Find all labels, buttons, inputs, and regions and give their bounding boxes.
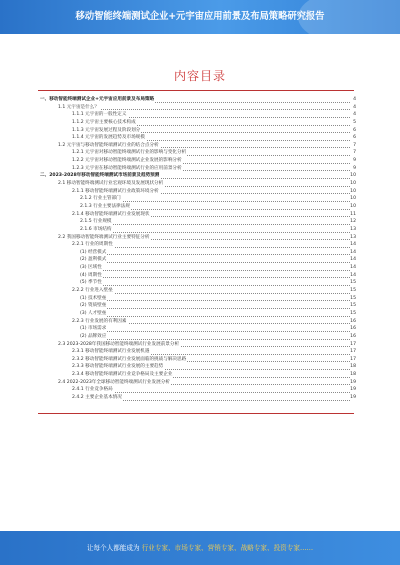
toc-entry-label: 2.4.2 主要企业基本情况 xyxy=(72,394,122,400)
toc-entry-label: 2.3.1 移动智能终端测试行业发展机遇 xyxy=(72,349,150,355)
toc-entry-label: 2.4 2022-2023年全球移动智能终端测试行业发展分析 xyxy=(58,379,170,385)
toc-entry-label: (1) 经营模式 xyxy=(80,249,107,255)
toc-entry-label: (5) 季节性 xyxy=(80,280,102,286)
toc-entry-label: 1.2 元宇宙与移动智能终端测试行业的结合点分析 xyxy=(58,142,159,148)
toc-entry-page: 9 xyxy=(350,157,356,165)
toc-entry[interactable] xyxy=(0,394,400,402)
toc-entry-page: 18 xyxy=(350,372,356,378)
toc-entry-label: (2) 品牌效应 xyxy=(80,333,107,339)
toc-entry-label: 1.1.2 元宇宙主要核心技术构成 xyxy=(72,119,136,125)
footer-prefix: 让每个人都能成为 xyxy=(86,544,140,552)
toc-entry-label: 2.1.2 行业主管部门 xyxy=(80,196,121,202)
toc-entry-label: 2.4.1 行业竞争格局 xyxy=(72,387,113,393)
toc-entry-page: 14 xyxy=(350,242,356,248)
toc-entry-page: 15 xyxy=(350,310,356,316)
toc-entry-page: 16 xyxy=(350,318,356,324)
toc-entry-label: 2.2.2 行业进入壁垒 xyxy=(72,288,113,294)
toc-entry-page: 14 xyxy=(350,265,356,271)
toc-entry-page: 7 xyxy=(350,142,356,150)
toc-entry-label: 1.2.2 元宇宙对移动智能终端测试企业发展的影响分析 xyxy=(72,158,182,164)
toc-entry-label: 1.2.1 元宇宙对移动智能终端测试行业的影响与变化分析 xyxy=(72,150,187,156)
toc-entry-page: 17 xyxy=(350,341,356,347)
toc-entry-label: 2.3.2 移动智能终端测试行业发展面临的挑战与解决思路 xyxy=(72,356,187,362)
toc-entry-label: (3) 区域性 xyxy=(80,265,102,271)
toc-entry-label: 2.2.1 行业的周期性 xyxy=(72,242,113,248)
toc-entry-label: (2) 资质壁垒 xyxy=(80,303,107,309)
toc-entry-page: 19 xyxy=(350,394,356,400)
toc-entry-page: 4 xyxy=(350,104,356,112)
toc-title: 内容目录 xyxy=(173,69,226,83)
toc-entry-label: 2.1.4 移动智能终端测试行业发展现状 xyxy=(72,211,150,217)
toc-entry-page: 17 xyxy=(350,349,356,355)
toc-entry-label: 二、2023-2028年移动智能终端测试市场前景及趋势预测 xyxy=(40,173,160,179)
toc-entry-page: 10 xyxy=(350,196,356,202)
toc-entry-page: 10 xyxy=(350,181,356,187)
toc-entry-page: 4 xyxy=(350,111,356,119)
toc-entry-page: 15 xyxy=(350,288,356,294)
toc-entry-label: (3) 人才壁垒 xyxy=(80,310,107,316)
toc-entry-label: 2.3.4 移动智能终端测试行业竞争格局及主要企业 xyxy=(72,372,173,378)
report-title: 移动智能终端测试企业+元宇宙应用前景及布局策略研究报告 xyxy=(75,11,325,22)
toc-entry-label: 1.1.4 元宇宙的发展趋势及市场规模 xyxy=(72,135,145,141)
toc-entry-label: 2.3.3 移动智能终端测试行业发展的主要趋势 xyxy=(72,364,164,370)
toc-entry-page: 17 xyxy=(350,356,356,362)
toc-entry-page: 15 xyxy=(350,303,356,309)
toc-entry-page: 13 xyxy=(350,226,356,232)
report-header xyxy=(0,0,400,34)
toc-entry-page: 10 xyxy=(350,203,356,209)
toc-entry-label: 2.1.3 行业主要法律法规 xyxy=(80,203,130,209)
toc-entry-label: 2.2 我国移动智能终端测试行业主要特征分析 xyxy=(58,234,150,240)
toc-entry-page: 19 xyxy=(350,379,356,385)
toc-entry-label: 2.1.1 移动智能终端测试行业政策环境分析 xyxy=(72,188,159,194)
toc-entry-label: (2) 盈利模式 xyxy=(80,257,107,263)
toc-entry-page: 12 xyxy=(350,219,356,225)
toc-entry-page: 6 xyxy=(350,127,356,135)
toc-entry-label: 2.2.3 行业发展的有利因素 xyxy=(72,318,127,324)
toc-entry-page: 4 xyxy=(350,96,356,104)
footer-highlight: 行业专家、市场专家、营销专家、战略专家、投资专家…… xyxy=(141,544,314,552)
toc-entry-label: 2.3 2023-2028年我国移动智能终端测试行业发展前景分析 xyxy=(58,341,180,347)
toc-entry-page: 15 xyxy=(350,295,356,301)
toc-entry-page: 9 xyxy=(350,165,356,173)
toc-entry-label: 1.1 元宇宙是什么？ xyxy=(58,104,99,110)
toc-entry-page: 19 xyxy=(350,387,356,393)
toc-entry-page: 10 xyxy=(350,173,356,179)
toc-top-divider xyxy=(38,90,354,91)
toc-entry-label: 2.1 移动智能终端测试行业宏观环境及发展现状分析 xyxy=(58,181,164,187)
toc-entry-label: (1) 技术壁垒 xyxy=(80,295,107,301)
toc-entry-page: 14 xyxy=(350,249,356,255)
toc-entry-label: 一、移动智能终端测试企业+元宇宙应用前景及布局策略 xyxy=(40,97,155,102)
toc-entry-page: 16 xyxy=(350,326,356,332)
toc-entry-page: 15 xyxy=(350,280,356,286)
toc-entry-page: 18 xyxy=(350,364,356,370)
toc-entry-page: 5 xyxy=(350,119,356,127)
toc-list xyxy=(0,96,400,402)
toc-entry-page: 16 xyxy=(350,333,356,339)
toc-entry-page: 14 xyxy=(350,257,356,263)
toc-entry-page: 7 xyxy=(350,149,356,157)
toc-entry-label: 1.2.3 元宇宙在移动智能终端测试行业的应用前景分析 xyxy=(72,165,182,171)
toc-entry-label: (4) 周期性 xyxy=(80,272,102,278)
toc-entry-label: 1.1.1 元宇宙的一般性定义 xyxy=(72,112,127,118)
toc-entry-label: 2.1.5 行业规模 xyxy=(80,219,112,225)
toc-entry-page: 14 xyxy=(350,272,356,278)
toc-entry-page: 6 xyxy=(350,134,356,142)
toc-entry-page: 13 xyxy=(350,234,356,240)
toc-bottom-divider xyxy=(38,413,354,414)
toc-entry-label: 1.1.3 元宇宙发展过程及阶段划分 xyxy=(72,127,141,133)
footer-slogan xyxy=(0,542,400,552)
toc-entry-label: (1) 市场需求 xyxy=(80,326,107,332)
toc-entry-page: 10 xyxy=(350,188,356,194)
report-footer xyxy=(0,531,400,565)
toc-entry-page: 11 xyxy=(350,211,356,217)
toc-entry-label: 2.1.6 市场结构 xyxy=(80,226,112,232)
